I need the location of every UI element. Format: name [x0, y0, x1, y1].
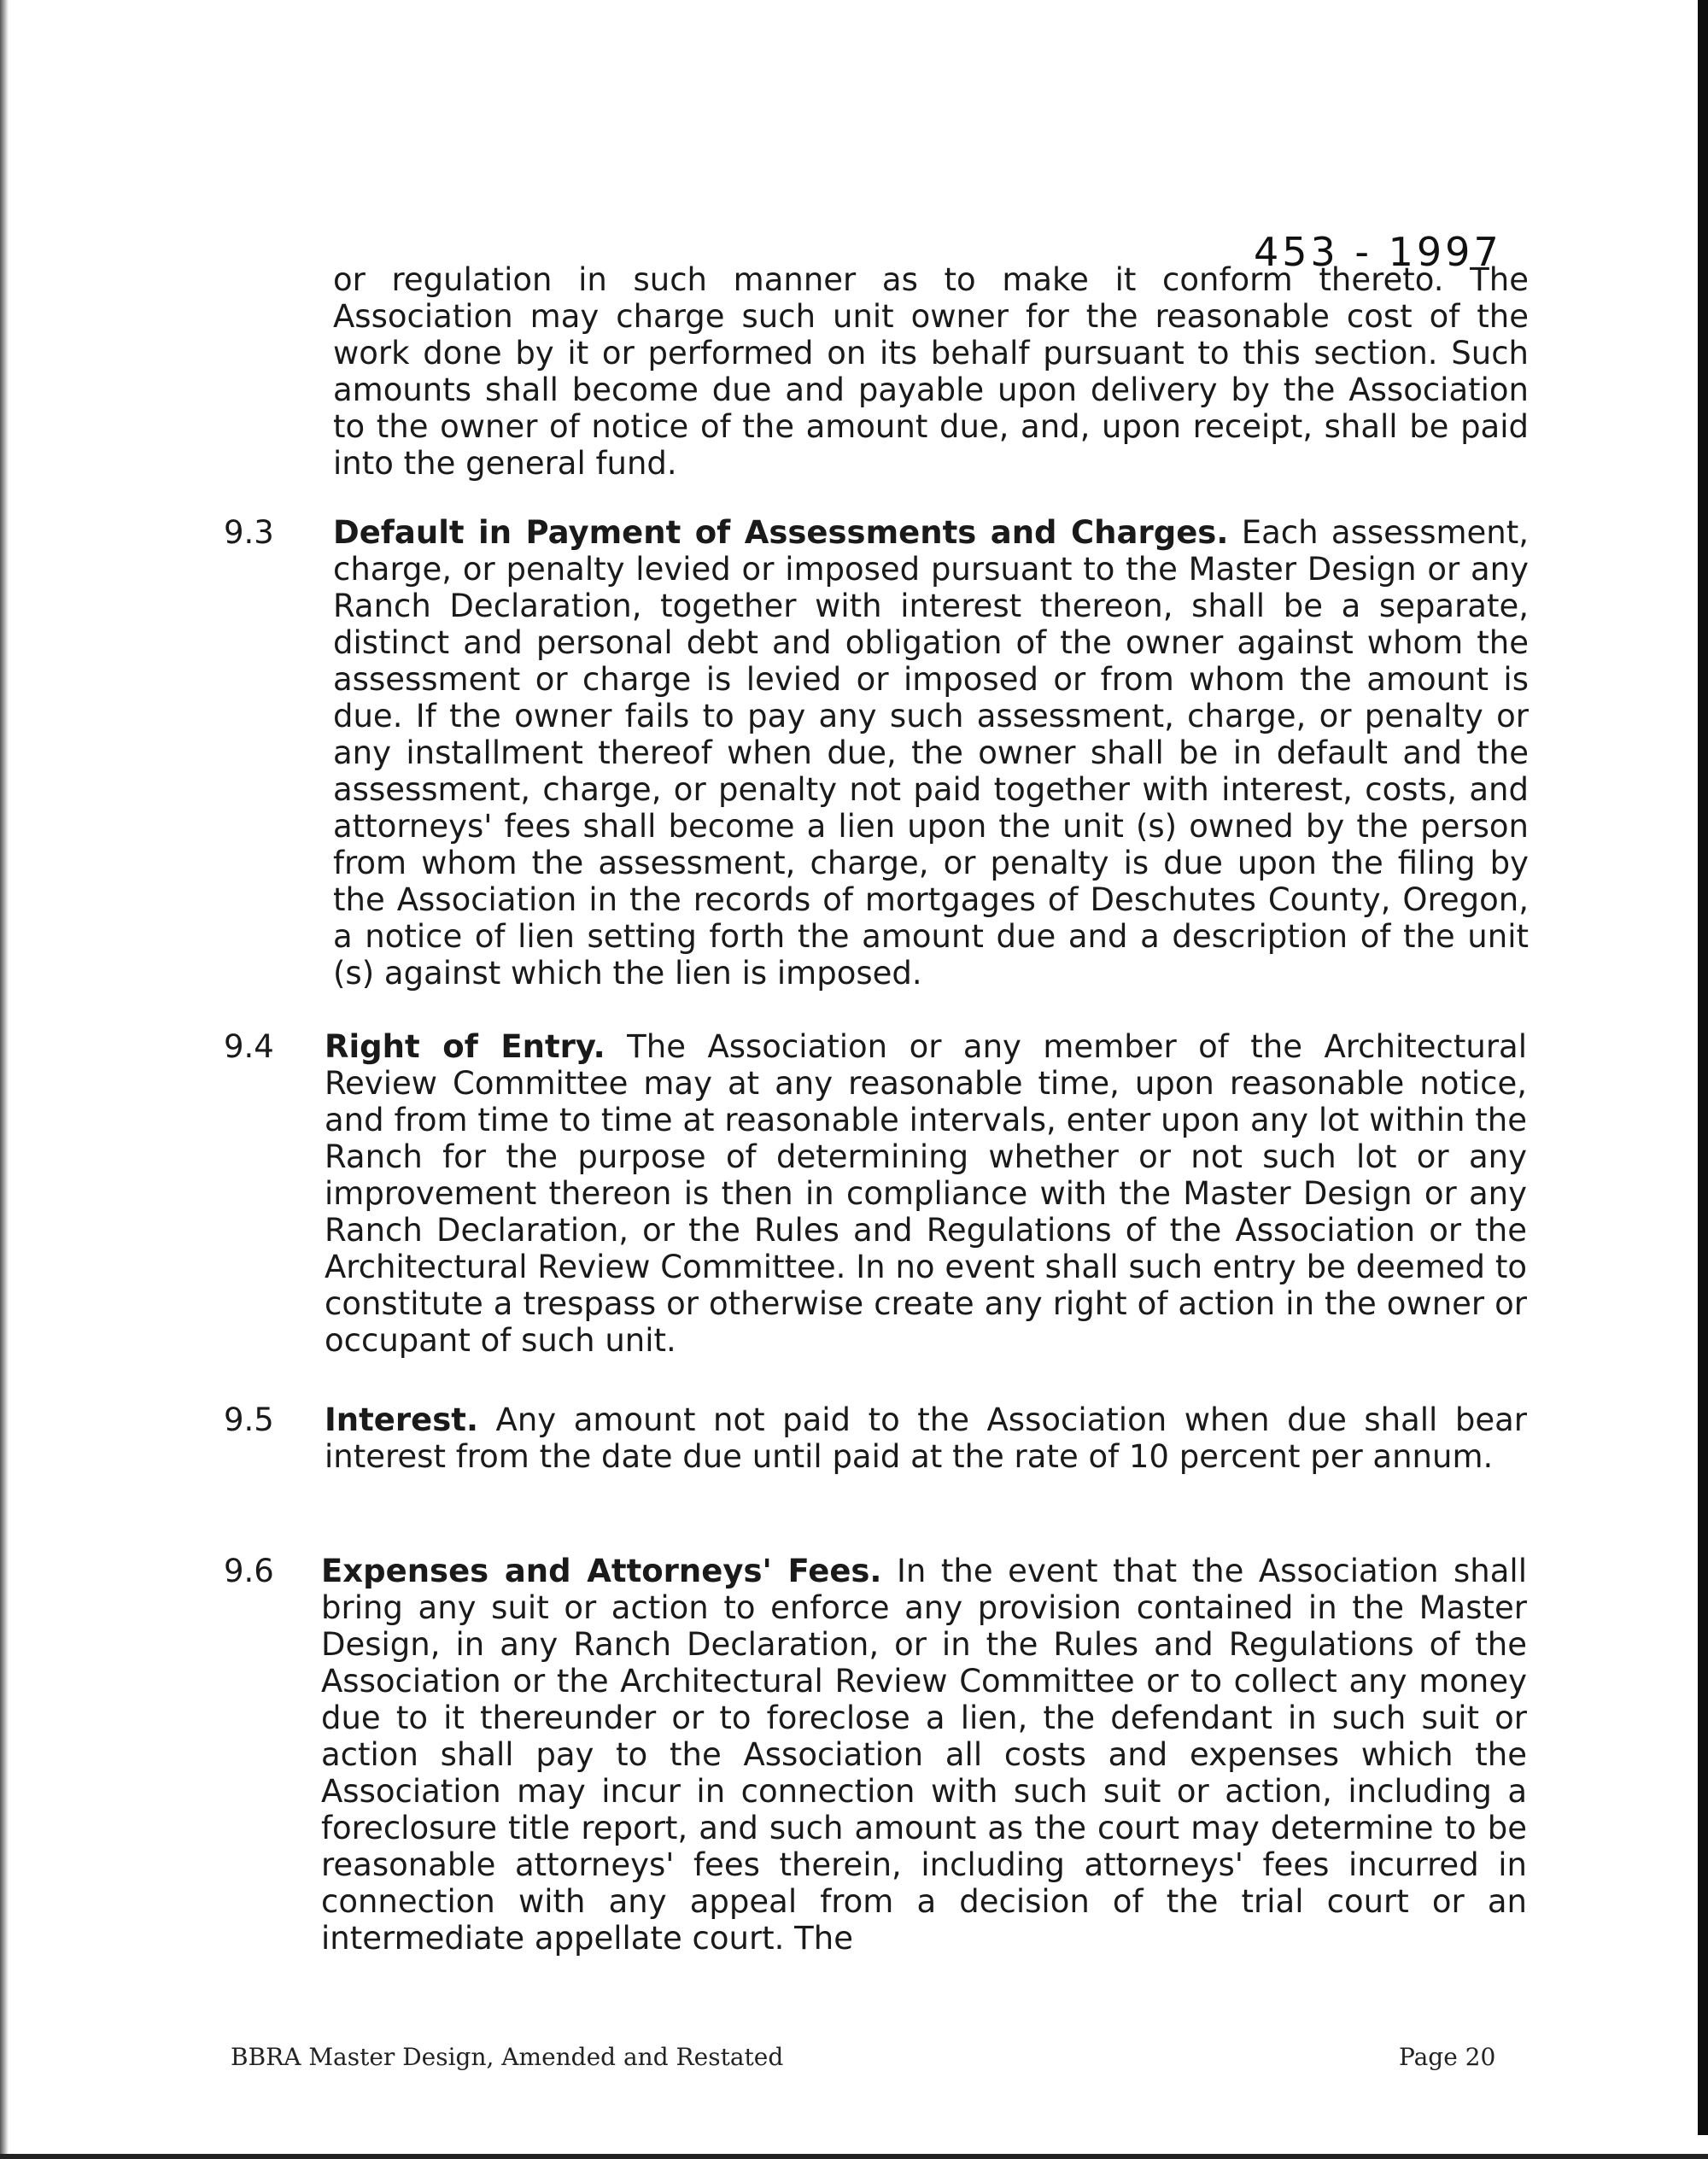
section-heading: Expenses and Attorneys' Fees.: [321, 1553, 882, 1589]
section-body: In the event that the Association shall bring any suit or action to enforce any provision contained in the Master Design, in any Ranch Declaration, or in the Rules and Regulations of the Association or the Architectural Review Committee or to collect any money due to it thereunder or to foreclose a lien, the defendant in such suit or action shall pay to the Association all costs and expenses which the Association may incur in connection with such suit or action, including a foreclosure title report, and such amount as the court may determine to be reasonable attorneys' fees therein, including attorneys' fees incurred in connection with any appeal from a decision of the trial court or an intermediate appellate court. The: [321, 1553, 1527, 1957]
section-paragraph: [321, 1553, 1527, 1957]
footer-page-number: Page 20: [1399, 2043, 1496, 2071]
section-paragraph: [333, 514, 1529, 992]
section-heading: Default in Payment of Assessments and Charges.: [333, 514, 1229, 551]
continuation-paragraph: or regulation in such manner as to make it conform thereto. The Association may charge such unit owner for the reasonable cost of the work done by it or performed on its behalf pursuant to this section. Such amounts shall become due and payable upon delivery by the Association to the owner of notice of the amount due, and, upon receipt, shall be paid into the general fund.: [333, 261, 1529, 482]
recording-stamp: 453 - 1997: [1254, 229, 1502, 275]
scan-edge-right: [1698, 0, 1708, 2135]
section-paragraph: [325, 1028, 1527, 1359]
section-heading: Interest.: [325, 1401, 478, 1438]
section-body: Any amount not paid to the Association when due shall bear interest from the date due until paid at the rate of 10 percent per annum.: [325, 1401, 1527, 1475]
scan-edge-left: [0, 0, 9, 2159]
section-number: 9.6: [224, 1553, 274, 1589]
footer-document-title: BBRA Master Design, Amended and Restated: [231, 2043, 784, 2071]
section-number: 9.4: [224, 1028, 274, 1065]
scan-edge-bottom: [0, 2154, 1708, 2159]
section-body: Each assessment, charge, or penalty levied or imposed pursuant to the Master Design or any Ranch Declaration, together with interest thereon, shall be a separate, distinct and personal debt and obligation of the owner against whom the assessment or charge is levied or imposed or from whom the amount is due. If the owner fails to pay any such assessment, charge, or penalty or any installment thereof when due, the owner shall be in default and the assessment, charge, or penalty not paid together with interest, costs, and attorneys' fees shall become a lien upon the unit (s) owned by the person from whom the assessment, charge, or penalty is due upon the filing by the Association in the records of mortgages of Deschutes County, Oregon, a notice of lien setting forth the amount due and a description of the unit (s) against which the lien is imposed.: [333, 514, 1530, 992]
section-number: 9.5: [224, 1401, 274, 1438]
section-body: The Association or any member of the Architectural Review Committee may at any reasonable time, upon reasonable notice, and from time to time at reasonable intervals, enter upon any lot within the Ranch for the purpose of determining whether or not such lot or any improvement thereon is then in compliance with the Master Design or any Ranch Declaration, or the Rules and Regulations of the Association or the Architectural Review Committee. In no event shall such entry be deemed to constitute a trespass or otherwise create any right of action in the owner or occupant of such unit.: [325, 1028, 1527, 1359]
section-heading: Right of Entry.: [325, 1028, 605, 1065]
section-number: 9.3: [224, 514, 274, 551]
section-paragraph: [325, 1401, 1527, 1475]
